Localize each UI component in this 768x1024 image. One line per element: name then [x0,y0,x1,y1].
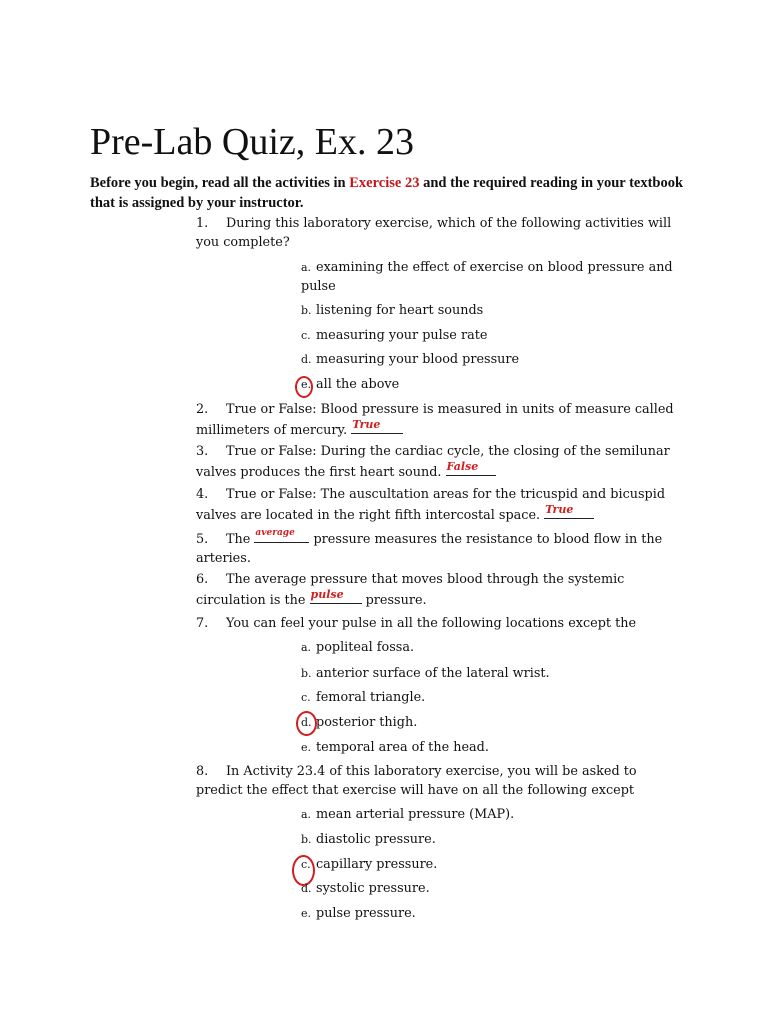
option-letter: a. [301,808,312,821]
answer-blank[interactable] [351,419,403,434]
option-letter: e. [301,378,312,391]
option-text: posterior thigh. [316,715,418,730]
option-letter: b. [301,304,312,317]
option-letter: e. [301,907,312,920]
answer-blank[interactable] [254,528,309,543]
question-number: 8. [196,764,209,779]
option-letter: d. [301,716,312,729]
option-text: anterior surface of the lateral wrist. [316,666,550,681]
q8-option-c[interactable] [301,855,681,874]
answer-blank[interactable] [544,504,594,519]
question-text-after: pressure. [361,593,427,608]
question-5 [196,528,686,568]
question-number: 4. [196,487,209,502]
intro-part2: and the required reading in your textbook that is assigned by your instructor. [90,175,684,211]
intro-text [90,173,690,213]
q7-option-d[interactable] [301,713,681,732]
option-text: all the above [316,377,400,392]
q8-option-e[interactable] [301,904,681,923]
question-text-before: The [226,532,255,547]
option-text: temporal area of the head. [316,740,489,755]
question-number: 6. [196,572,209,587]
question-text: True or False: During the cardiac cycle, the closing of the semilunar valves produces the first heart sound. [196,444,670,480]
option-text: popliteal fossa. [316,640,415,655]
question-number: 2. [196,402,209,417]
q7-option-c[interactable] [301,688,681,707]
answer-circle-mark [295,376,313,398]
option-text: diastolic pressure. [316,832,436,847]
option-text: femoral triangle. [316,690,426,705]
handwritten-answer: True [545,503,574,516]
option-text: mean arterial pressure (MAP). [316,807,515,822]
option-text: capillary pressure. [316,857,438,872]
question-text-after: pressure measures the resistance to blood flow in the arteries. [196,532,663,566]
option-text: systolic pressure. [316,881,430,896]
question-text-before: The average pressure that moves blood through the systemic circulation is the [196,572,625,608]
q8-option-a[interactable] [301,805,681,824]
page-title: Pre-Lab Quiz, Ex. 23 [90,121,414,163]
question-1 [196,214,686,252]
question-6 [196,570,686,610]
handwritten-answer: average [255,528,295,538]
option-letter: e. [301,741,312,754]
question-number: 1. [196,216,209,231]
handwritten-answer: False [446,460,479,473]
q1-option-e[interactable] [301,375,681,394]
intro-part1: Before you begin, read all the activities in [90,175,350,191]
q1-option-b[interactable] [301,301,681,320]
option-letter: c. [301,329,311,342]
answer-circle-mark [296,711,317,736]
q1-option-d[interactable] [301,350,681,369]
question-3 [196,442,686,482]
option-letter: c. [301,691,311,704]
option-letter: c. [301,858,311,871]
q8-option-d[interactable] [301,879,681,898]
answer-blank[interactable] [446,461,496,476]
option-letter: b. [301,833,312,846]
question-number: 5. [196,532,209,547]
option-text: examining the effect of exercise on blood pressure and pulse [301,260,673,294]
question-text: True or False: The auscultation areas for the tricuspid and bicuspid valves are located in the right fifth intercostal space. [196,487,666,523]
question-text: True or False: Blood pressure is measured in units of measure called millimeters of mercury. [196,402,674,438]
question-number: 3. [196,444,209,459]
option-text: measuring your blood pressure [316,352,520,367]
option-letter: a. [301,261,312,274]
option-letter: d. [301,353,312,366]
answer-blank[interactable] [310,589,362,604]
exercise-link[interactable]: Exercise 23 [349,175,420,191]
option-text: listening for heart sounds [316,303,484,318]
question-7 [196,614,686,633]
question-text: You can feel your pulse in all the following locations except the [226,616,637,631]
option-letter: d. [301,882,312,895]
handwritten-answer: pulse [310,588,344,601]
question-8 [196,762,686,800]
option-text: pulse pressure. [316,906,416,921]
q7-option-e[interactable] [301,738,681,757]
question-text: During this laboratory exercise, which of the following activities will you complete? [196,216,672,250]
question-number: 7. [196,616,209,631]
question-4 [196,485,686,525]
question-text: In Activity 23.4 of this laboratory exercise, you will be asked to predict the effect that exercise will have on all the following except [196,764,637,798]
option-letter: b. [301,667,312,680]
option-text: measuring your pulse rate [316,328,488,343]
q8-option-b[interactable] [301,830,681,849]
q7-option-b[interactable] [301,664,681,683]
q1-option-c[interactable] [301,326,681,345]
q7-option-a[interactable] [301,638,681,657]
handwritten-answer: True [352,418,381,431]
question-2 [196,400,686,440]
q1-option-a[interactable] [301,258,681,296]
option-letter: a. [301,641,312,654]
